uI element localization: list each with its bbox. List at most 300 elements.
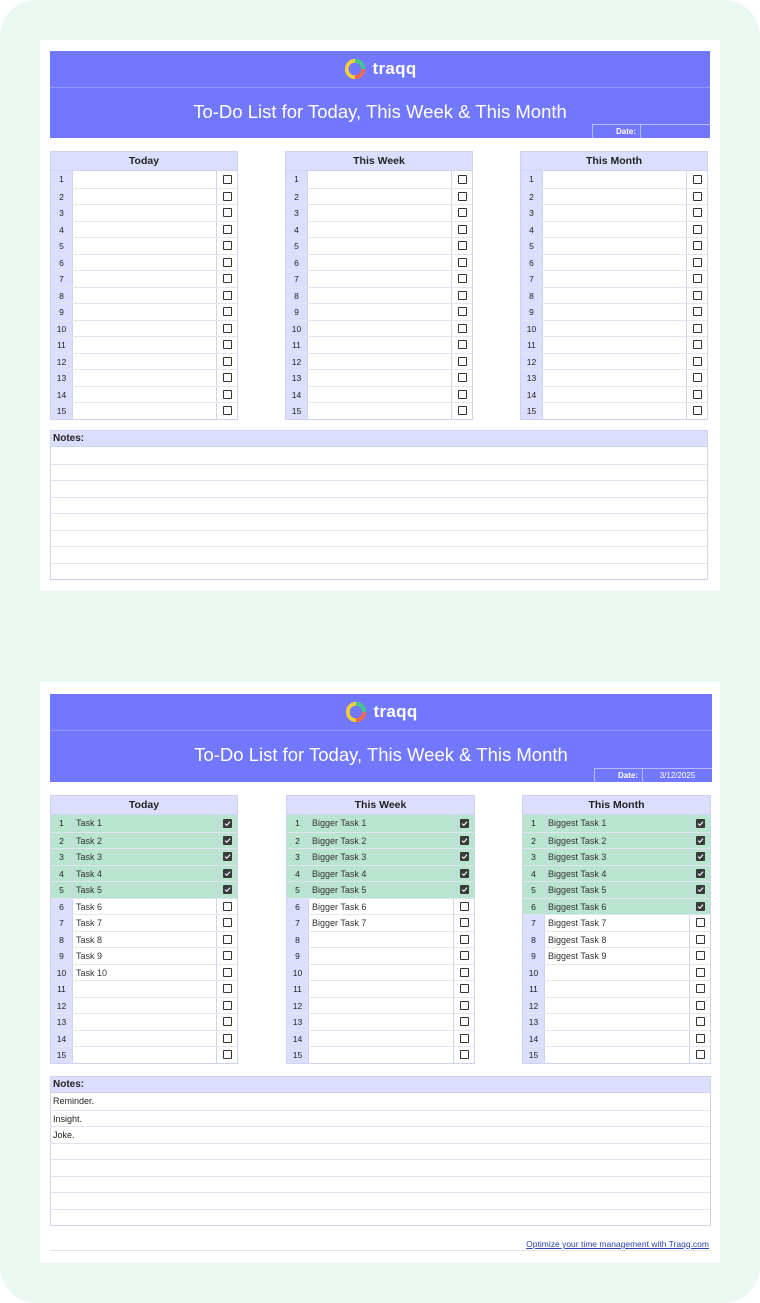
checkbox[interactable] bbox=[458, 175, 467, 184]
task-cell[interactable]: Bigger Task 3 bbox=[308, 849, 454, 865]
task-cell[interactable]: Bigger Task 1 bbox=[308, 815, 454, 832]
note-line[interactable] bbox=[51, 1192, 710, 1209]
row-number: 3 bbox=[287, 849, 308, 865]
checkbox-cell bbox=[217, 387, 237, 403]
table-row bbox=[523, 1046, 710, 1063]
checkbox[interactable] bbox=[223, 935, 232, 944]
checkbox[interactable] bbox=[223, 968, 232, 977]
task-cell[interactable] bbox=[72, 205, 217, 221]
checkbox-cell bbox=[690, 849, 710, 865]
table-row bbox=[51, 320, 237, 337]
checkbox-cell bbox=[690, 1047, 710, 1063]
task-cell[interactable]: Biggest Task 3 bbox=[544, 849, 690, 865]
task-cell[interactable]: Bigger Task 6 bbox=[308, 899, 454, 915]
task-cell[interactable] bbox=[542, 387, 687, 403]
table-row bbox=[51, 188, 237, 205]
note-line[interactable] bbox=[51, 1143, 710, 1160]
checkbox-cell bbox=[687, 171, 707, 188]
checkbox[interactable] bbox=[460, 1034, 469, 1043]
table-row bbox=[523, 964, 710, 981]
checkbox[interactable] bbox=[458, 274, 467, 283]
task-cell[interactable]: Task 6 bbox=[72, 899, 217, 915]
checkbox-cell bbox=[452, 222, 472, 238]
checkbox[interactable] bbox=[458, 258, 467, 267]
task-cell[interactable] bbox=[307, 205, 452, 221]
checkbox[interactable] bbox=[693, 307, 702, 316]
row-number: 4 bbox=[51, 222, 72, 238]
task-cell[interactable] bbox=[307, 238, 452, 254]
task-cell[interactable] bbox=[72, 189, 217, 205]
task-cell[interactable] bbox=[544, 1031, 690, 1047]
checkbox-cell bbox=[690, 833, 710, 849]
task-cell[interactable] bbox=[544, 965, 690, 981]
notes-header: Notes: bbox=[51, 1077, 710, 1093]
note-line[interactable] bbox=[51, 447, 707, 464]
note-line[interactable] bbox=[51, 480, 707, 497]
checkbox[interactable] bbox=[460, 836, 469, 845]
checkbox-cell bbox=[690, 866, 710, 882]
row-number: 3 bbox=[51, 205, 72, 221]
task-cell[interactable]: Biggest Task 5 bbox=[544, 882, 690, 898]
checkbox[interactable] bbox=[223, 1017, 232, 1026]
task-cell[interactable] bbox=[72, 354, 217, 370]
checkbox[interactable] bbox=[696, 869, 705, 878]
checkbox[interactable] bbox=[458, 241, 467, 250]
table-row bbox=[51, 171, 237, 188]
checkbox[interactable] bbox=[223, 258, 232, 267]
task-cell[interactable] bbox=[542, 370, 687, 386]
table-row bbox=[521, 402, 707, 419]
task-cell[interactable]: Task 8 bbox=[72, 932, 217, 948]
checkbox[interactable] bbox=[696, 885, 705, 894]
checkbox[interactable] bbox=[696, 951, 705, 960]
checkbox[interactable] bbox=[458, 225, 467, 234]
checkbox[interactable] bbox=[223, 951, 232, 960]
checkbox[interactable] bbox=[458, 373, 467, 382]
checkmark-icon bbox=[224, 853, 231, 860]
checkbox[interactable] bbox=[460, 935, 469, 944]
checkbox[interactable] bbox=[458, 192, 467, 201]
checkbox-cell bbox=[217, 255, 237, 271]
note-line[interactable] bbox=[51, 1159, 710, 1176]
checkbox[interactable] bbox=[460, 918, 469, 927]
checkbox[interactable] bbox=[696, 836, 705, 845]
task-cell[interactable]: Biggest Task 1 bbox=[544, 815, 690, 832]
checkbox[interactable] bbox=[223, 208, 232, 217]
task-cell[interactable] bbox=[72, 222, 217, 238]
checkmark-icon bbox=[697, 870, 704, 877]
checkbox-cell bbox=[452, 387, 472, 403]
note-line[interactable] bbox=[51, 1176, 710, 1193]
table-row bbox=[286, 369, 472, 386]
task-cell[interactable] bbox=[544, 1047, 690, 1063]
checkbox[interactable] bbox=[223, 340, 232, 349]
checkbox-cell bbox=[217, 271, 237, 287]
date-value[interactable] bbox=[641, 125, 710, 138]
task-cell[interactable] bbox=[307, 222, 452, 238]
row-number: 6 bbox=[521, 255, 542, 271]
table-row bbox=[523, 931, 710, 948]
table-row bbox=[51, 369, 237, 386]
table-row bbox=[51, 287, 237, 304]
checkbox[interactable] bbox=[693, 373, 702, 382]
task-cell[interactable]: Biggest Task 4 bbox=[544, 866, 690, 882]
checkbox[interactable] bbox=[693, 241, 702, 250]
checkbox[interactable] bbox=[223, 406, 232, 415]
checkbox[interactable] bbox=[693, 208, 702, 217]
task-cell[interactable] bbox=[542, 354, 687, 370]
row-number: 10 bbox=[521, 321, 542, 337]
checkbox[interactable] bbox=[460, 885, 469, 894]
checkbox-cell bbox=[217, 403, 237, 419]
checkbox[interactable] bbox=[223, 836, 232, 845]
row-number: 3 bbox=[286, 205, 307, 221]
task-cell[interactable]: Task 9 bbox=[72, 948, 217, 964]
checkmark-icon bbox=[461, 886, 468, 893]
checkbox[interactable] bbox=[458, 324, 467, 333]
checkbox-cell bbox=[454, 833, 474, 849]
note-line[interactable] bbox=[51, 464, 707, 481]
task-cell[interactable] bbox=[542, 288, 687, 304]
note-line[interactable]: Insight. bbox=[51, 1110, 710, 1127]
checkbox-cell bbox=[217, 288, 237, 304]
table-row bbox=[521, 221, 707, 238]
row-number: 11 bbox=[51, 337, 72, 353]
row-number: 6 bbox=[523, 899, 544, 915]
checkbox[interactable] bbox=[696, 984, 705, 993]
row-number: 8 bbox=[286, 288, 307, 304]
checkbox[interactable] bbox=[693, 340, 702, 349]
task-cell[interactable]: Bigger Task 4 bbox=[308, 866, 454, 882]
task-cell[interactable] bbox=[307, 354, 452, 370]
task-cell[interactable] bbox=[72, 387, 217, 403]
checkbox-cell bbox=[454, 932, 474, 948]
notes-lines bbox=[51, 1093, 710, 1225]
task-cell[interactable] bbox=[72, 255, 217, 271]
task-cell[interactable] bbox=[308, 981, 454, 997]
checkbox-cell bbox=[690, 948, 710, 964]
task-cell[interactable] bbox=[72, 403, 217, 419]
checkbox-cell bbox=[217, 1014, 237, 1030]
checkbox[interactable] bbox=[458, 390, 467, 399]
checkbox[interactable] bbox=[223, 225, 232, 234]
checkbox[interactable] bbox=[458, 208, 467, 217]
task-cell[interactable] bbox=[308, 998, 454, 1014]
traqq-logo bbox=[50, 57, 710, 81]
checkbox[interactable] bbox=[223, 902, 232, 911]
checkbox[interactable] bbox=[460, 951, 469, 960]
task-cell[interactable] bbox=[542, 238, 687, 254]
task-cell[interactable]: Bigger Task 2 bbox=[308, 833, 454, 849]
task-cell[interactable] bbox=[542, 321, 687, 337]
task-cell[interactable] bbox=[72, 171, 217, 188]
task-cell[interactable] bbox=[542, 304, 687, 320]
task-cell[interactable]: Biggest Task 6 bbox=[544, 899, 690, 915]
checkbox[interactable] bbox=[460, 852, 469, 861]
checkbox[interactable] bbox=[223, 1050, 232, 1059]
note-line[interactable] bbox=[51, 513, 707, 530]
checkbox[interactable] bbox=[460, 902, 469, 911]
task-cell[interactable] bbox=[542, 171, 687, 188]
checkbox[interactable] bbox=[223, 984, 232, 993]
checkbox[interactable] bbox=[223, 274, 232, 283]
task-cell[interactable] bbox=[72, 998, 217, 1014]
checkbox-cell bbox=[217, 849, 237, 865]
checkbox[interactable] bbox=[696, 918, 705, 927]
task-cell[interactable] bbox=[307, 321, 452, 337]
row-number: 5 bbox=[51, 238, 72, 254]
checkbox-cell bbox=[454, 866, 474, 882]
row-number: 13 bbox=[51, 1014, 72, 1030]
checkbox[interactable] bbox=[696, 902, 705, 911]
task-cell[interactable] bbox=[307, 255, 452, 271]
table-row bbox=[521, 320, 707, 337]
checkbox[interactable] bbox=[223, 869, 232, 878]
row-number: 9 bbox=[521, 304, 542, 320]
task-cell[interactable] bbox=[72, 1031, 217, 1047]
table-row bbox=[287, 964, 474, 981]
task-cell[interactable] bbox=[542, 255, 687, 271]
task-cell[interactable]: Task 5 bbox=[72, 882, 217, 898]
task-cell[interactable] bbox=[72, 238, 217, 254]
row-number: 14 bbox=[51, 1031, 72, 1047]
table-row bbox=[286, 204, 472, 221]
note-line[interactable]: Reminder. bbox=[53, 1096, 95, 1106]
table-row bbox=[51, 303, 237, 320]
checkbox[interactable] bbox=[696, 1034, 705, 1043]
task-cell[interactable] bbox=[542, 337, 687, 353]
task-cell[interactable] bbox=[307, 337, 452, 353]
checkbox-cell bbox=[454, 815, 474, 832]
task-cell[interactable]: Biggest Task 9 bbox=[544, 948, 690, 964]
checkbox[interactable] bbox=[460, 984, 469, 993]
traqq-logo-icon bbox=[345, 701, 367, 723]
note-line[interactable] bbox=[51, 546, 707, 563]
checkbox-cell bbox=[452, 189, 472, 205]
task-cell[interactable]: Task 1 bbox=[72, 815, 217, 832]
task-cell[interactable]: Biggest Task 8 bbox=[544, 932, 690, 948]
checkbox[interactable] bbox=[693, 192, 702, 201]
checkbox[interactable] bbox=[696, 1001, 705, 1010]
todo-sheet-filled bbox=[40, 682, 720, 1263]
task-cell[interactable]: Task 3 bbox=[72, 849, 217, 865]
task-cell[interactable] bbox=[308, 1047, 454, 1063]
task-cell[interactable] bbox=[308, 948, 454, 964]
table-row bbox=[51, 931, 237, 948]
task-cell[interactable] bbox=[72, 1047, 217, 1063]
row-number: 10 bbox=[523, 965, 544, 981]
task-cell[interactable] bbox=[308, 965, 454, 981]
traqq-footer-link[interactable]: Optimize your time management with Traqq.com bbox=[526, 1239, 709, 1249]
task-cell[interactable] bbox=[72, 337, 217, 353]
checkbox-cell bbox=[452, 304, 472, 320]
task-cell[interactable] bbox=[72, 271, 217, 287]
task-cell[interactable]: Biggest Task 2 bbox=[544, 833, 690, 849]
task-cell[interactable] bbox=[542, 403, 687, 419]
task-cell[interactable] bbox=[307, 189, 452, 205]
checkbox[interactable] bbox=[223, 291, 232, 300]
checkbox[interactable] bbox=[223, 307, 232, 316]
task-cell[interactable] bbox=[72, 981, 217, 997]
this-month-column bbox=[522, 795, 711, 1064]
table-row bbox=[523, 1030, 710, 1047]
logo-text: traqq bbox=[373, 702, 418, 721]
notes-lines bbox=[51, 447, 707, 579]
checkbox[interactable] bbox=[693, 175, 702, 184]
task-cell[interactable] bbox=[544, 981, 690, 997]
task-cell[interactable] bbox=[544, 1014, 690, 1030]
task-cell[interactable]: Bigger Task 5 bbox=[308, 882, 454, 898]
task-cell[interactable] bbox=[542, 189, 687, 205]
checkbox[interactable] bbox=[223, 373, 232, 382]
checkbox[interactable] bbox=[223, 390, 232, 399]
column-header: This Week bbox=[287, 796, 474, 815]
row-number: 13 bbox=[287, 1014, 308, 1030]
checkbox-cell bbox=[217, 899, 237, 915]
checkbox-cell bbox=[687, 222, 707, 238]
table-row bbox=[523, 815, 710, 832]
checkbox[interactable] bbox=[696, 935, 705, 944]
checkbox[interactable] bbox=[223, 852, 232, 861]
row-number: 4 bbox=[286, 222, 307, 238]
task-cell[interactable]: Task 2 bbox=[72, 833, 217, 849]
table-row bbox=[51, 204, 237, 221]
row-number: 14 bbox=[286, 387, 307, 403]
checkbox-cell bbox=[454, 998, 474, 1014]
checkbox[interactable] bbox=[696, 1017, 705, 1026]
checkbox[interactable] bbox=[693, 225, 702, 234]
checkbox[interactable] bbox=[460, 1050, 469, 1059]
checkbox[interactable] bbox=[696, 968, 705, 977]
date-value[interactable]: 3/12/2025 bbox=[659, 771, 696, 780]
checkbox[interactable] bbox=[460, 1001, 469, 1010]
checkbox[interactable] bbox=[460, 869, 469, 878]
checkbox-cell bbox=[687, 370, 707, 386]
checkbox[interactable] bbox=[460, 1017, 469, 1026]
table-row bbox=[287, 898, 474, 915]
row-number: 7 bbox=[523, 915, 544, 931]
row-number: 15 bbox=[523, 1047, 544, 1063]
checkbox[interactable] bbox=[693, 291, 702, 300]
row-number: 12 bbox=[51, 998, 72, 1014]
checkbox[interactable] bbox=[223, 175, 232, 184]
checkbox[interactable] bbox=[693, 390, 702, 399]
checkbox[interactable] bbox=[223, 918, 232, 927]
checkbox-cell bbox=[687, 288, 707, 304]
task-cell[interactable] bbox=[72, 370, 217, 386]
checkbox[interactable] bbox=[693, 324, 702, 333]
note-line[interactable] bbox=[51, 530, 707, 547]
task-cell[interactable] bbox=[307, 304, 452, 320]
task-cell[interactable] bbox=[72, 288, 217, 304]
task-cell[interactable]: Biggest Task 7 bbox=[544, 915, 690, 931]
task-cell[interactable] bbox=[72, 304, 217, 320]
note-line[interactable]: Joke. bbox=[51, 1126, 710, 1143]
checkbox[interactable] bbox=[223, 1034, 232, 1043]
checkbox[interactable] bbox=[696, 1050, 705, 1059]
checkbox[interactable] bbox=[458, 357, 467, 366]
table-row bbox=[287, 1046, 474, 1063]
task-cell[interactable] bbox=[307, 271, 452, 287]
note-line[interactable] bbox=[51, 1209, 710, 1226]
checkbox[interactable] bbox=[458, 340, 467, 349]
task-cell[interactable] bbox=[307, 403, 452, 419]
checkbox[interactable] bbox=[693, 357, 702, 366]
table-row bbox=[521, 287, 707, 304]
task-cell[interactable] bbox=[308, 932, 454, 948]
checkbox[interactable] bbox=[693, 258, 702, 267]
row-number: 6 bbox=[51, 899, 72, 915]
checkbox[interactable] bbox=[223, 1001, 232, 1010]
table-row bbox=[286, 171, 472, 188]
row-number: 1 bbox=[287, 815, 308, 832]
checkbox-cell bbox=[687, 189, 707, 205]
checkbox-cell bbox=[690, 965, 710, 981]
checkbox-cell bbox=[452, 354, 472, 370]
checkbox[interactable] bbox=[223, 192, 232, 201]
checkbox[interactable] bbox=[458, 307, 467, 316]
task-cell[interactable] bbox=[307, 171, 452, 188]
checkbox-cell bbox=[454, 899, 474, 915]
checkbox[interactable] bbox=[458, 291, 467, 300]
row-number: 9 bbox=[287, 948, 308, 964]
checkbox[interactable] bbox=[460, 968, 469, 977]
checkbox[interactable] bbox=[223, 885, 232, 894]
task-cell[interactable] bbox=[542, 205, 687, 221]
task-cell[interactable]: Task 7 bbox=[72, 915, 217, 931]
task-cell[interactable] bbox=[308, 1014, 454, 1030]
task-cell[interactable]: Task 4 bbox=[72, 866, 217, 882]
checkbox[interactable] bbox=[223, 324, 232, 333]
checkbox-cell bbox=[454, 948, 474, 964]
checkmark-icon bbox=[697, 820, 704, 827]
task-cell[interactable] bbox=[72, 1014, 217, 1030]
checkbox[interactable] bbox=[696, 819, 705, 828]
task-cell[interactable] bbox=[72, 321, 217, 337]
task-cell[interactable] bbox=[544, 998, 690, 1014]
table-row bbox=[523, 914, 710, 931]
checkbox[interactable] bbox=[693, 274, 702, 283]
checkbox[interactable] bbox=[223, 241, 232, 250]
checkbox[interactable] bbox=[458, 406, 467, 415]
table-row bbox=[51, 832, 237, 849]
task-cell[interactable]: Bigger Task 7 bbox=[308, 915, 454, 931]
row-number: 2 bbox=[286, 189, 307, 205]
task-cell[interactable] bbox=[308, 1031, 454, 1047]
task-cell[interactable] bbox=[542, 271, 687, 287]
checkbox[interactable] bbox=[696, 852, 705, 861]
row-number: 14 bbox=[523, 1031, 544, 1047]
table-row bbox=[287, 931, 474, 948]
checkbox[interactable] bbox=[693, 406, 702, 415]
note-line[interactable] bbox=[51, 497, 707, 514]
checkbox-cell bbox=[217, 866, 237, 882]
table-row bbox=[51, 1013, 237, 1030]
checkbox-cell bbox=[690, 1031, 710, 1047]
date-label: Date: bbox=[593, 125, 641, 138]
task-cell[interactable] bbox=[307, 387, 452, 403]
task-cell[interactable]: Task 10 bbox=[72, 965, 217, 981]
task-cell[interactable] bbox=[307, 370, 452, 386]
checkbox[interactable] bbox=[460, 819, 469, 828]
row-number: 2 bbox=[287, 833, 308, 849]
task-cell[interactable] bbox=[307, 288, 452, 304]
checkbox[interactable] bbox=[223, 819, 232, 828]
checkbox[interactable] bbox=[223, 357, 232, 366]
note-line[interactable] bbox=[51, 563, 707, 580]
task-cell[interactable] bbox=[542, 222, 687, 238]
table-row bbox=[523, 832, 710, 849]
